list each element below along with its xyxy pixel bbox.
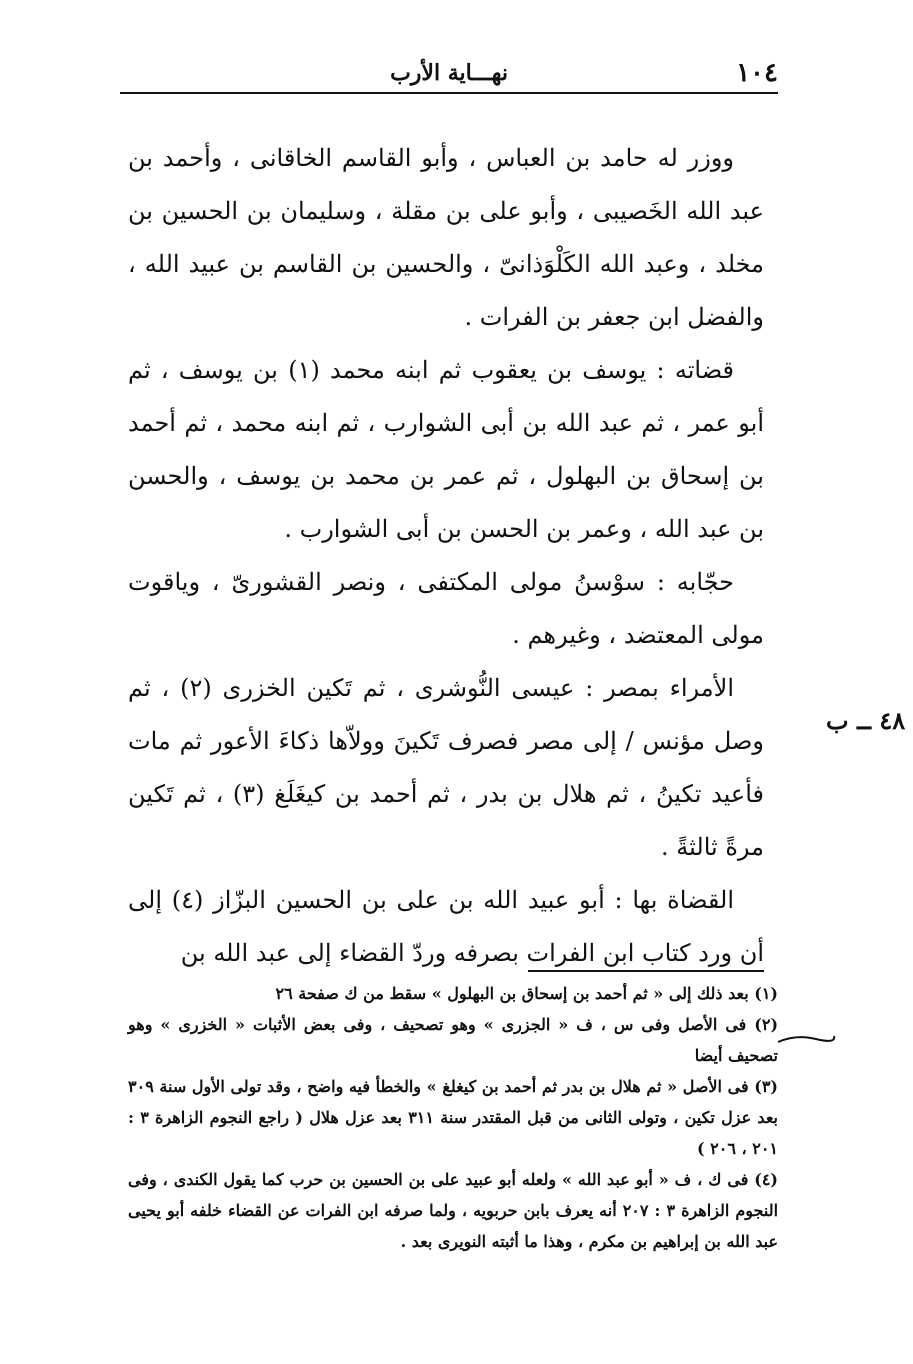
footnote-4: (٤) فى ك ، ف « أبو عبد الله » ولعله أبو عبيد على بن الحسين بن حرب كما يقول الكندى ، وفى النجوم الزاهرة ٣ : ٢٠٧ أنه يعرف بابن حربويه ، ولما صرفه ابن الفرات عن القضاء خلفه أبو يحيى عبد الله بن إبراهيم بن مكرم ، وهذا ما أثبته النويرى بعد . — [128, 1170, 779, 1251]
pen-stroke-mark — [776, 1030, 836, 1048]
paragraph-chamberlains: حجّابه : سوْسنُ مولى المكتفى ، ونصر القشورىّ ، وياقوت مولى المعتضد ، وغيرهم . — [128, 568, 764, 649]
footnote-divider — [528, 970, 764, 972]
footnote-1: (١) بعد ذلك إلى « ثم أحمد بن إسحاق بن البهلول » سقط من ك صفحة ٢٦ — [275, 984, 778, 1003]
margin-folio-note: ٤٨ ــ ب — [826, 706, 906, 735]
paragraph-judges-egypt: القضاة بها : أبو عبيد الله بن على بن الحسين البزّاز (٤) إلى أن ورد كتاب ابن الفرات بصرفه وردّ القضاء إلى عبد الله بن — [128, 886, 764, 967]
page-header — [120, 58, 778, 94]
paragraph-governors-egypt: الأمراء بمصر : عيسى النُّوشرى ، ثم تَكين الخزرى (٢) ، ثم وصل مؤنس / إلى مصر فصرف تَكينَ وولاّها ذكاءَ الأعور ثم مات فأعيد تكينُ ، ثم هلال بن بدر ، ثم أحمد بن كيغَلَغ (٣) ، ثم تَكين مرةً ثالثةً . — [128, 674, 765, 861]
main-text — [128, 132, 764, 980]
paragraph-judges: قضاته : يوسف بن يعقوب ثم ابنه محمد (١) بن يوسف ، ثم أبو عمر ، ثم عبد الله بن أبى الشوارب ، ثم ابنه محمد ، ثم أحمد بن إسحاق بن البهلول ، ثم عمر بن محمد بن يوسف ، والحسن بن عبد الله ، وعمر بن الحسن بن أبى الشوارب . — [128, 356, 764, 543]
running-title: نهـــاية الأرب — [390, 60, 508, 86]
footnote-2: (٢) فى الأصل وفى س ، ف « الجزرى » وهو تصحيف ، وفى بعض الأثبات « الخزرى » وهو تصحيف أيضا — [128, 1015, 779, 1065]
footnote-3: (٣) فى الأصل « ثم هلال بن بدر ثم أحمد بن كيغلغ » والخطأ فيه واضح ، وقد تولى الأول سنة ٣٠٩ بعد عزل تكين ، وتولى الثانى من قبل المقتدر سنة ٣١١ بعد عزل هلال ( راجع النجوم الزاهرة ٣ : ٢٠١ ، ٢٠٦ ) — [128, 1077, 779, 1158]
footnotes — [128, 978, 778, 1257]
paragraph-viziers: ووزر له حامد بن العباس ، وأبو القاسم الخاقانى ، وأحمد بن عبد الله الخَصيبى ، وأبو على بن مقلة ، وسليمان بن الحسين بن مخلد ، وعبد الله الكَلْوَذانىّ ، والحسين بن القاسم بن عبيد الله ، والفضل ابن جعفر بن الفرات . — [128, 144, 764, 331]
page-number: ١٠٤ — [736, 58, 778, 88]
